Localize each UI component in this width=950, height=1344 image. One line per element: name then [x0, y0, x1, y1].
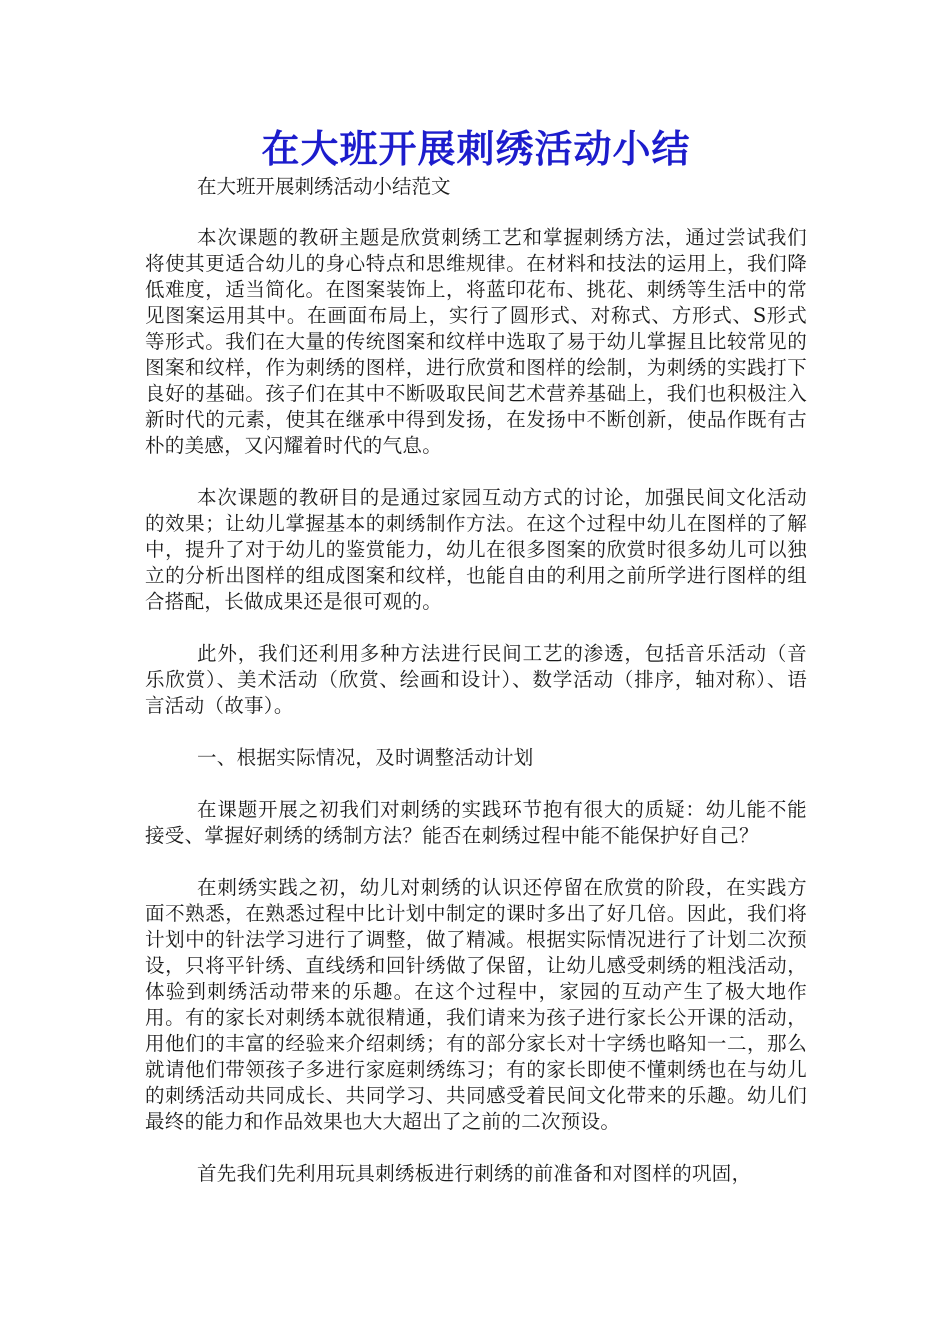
paragraph-2: 本次课题的教研目的是通过家园互动方式的讨论，加强民间文化活动的效果；让幼儿掌握基本的刺绣制作方法。在这个过程中幼儿在图样的了解中，提升了对于幼儿的鉴赏能力，幼儿在很多图案的欣赏时很多幼儿可以独立的分析出图样的组成图案和纹样，也能自由的利用之前所学进行图样的组合搭配，长做成果还是很可观的。 [145, 486, 807, 613]
paragraph-5: 在刺绣实践之初，幼儿对刺绣的认识还停留在欣赏的阶段，在实践方面不熟悉，在熟悉过程中比计划中制定的课时多出了好几倍。因此，我们将计划中的针法学习进行了调整，做了精减。根据实际情况进行了计划二次预设，只将平针绣、直线绣和回针绣做了保留，让幼儿感受刺绣的粗浅活动，体验到刺绣活动带来的乐趣。在这个过程中，家园的互动产生了极大地作用。有的家长对刺绣本就很精通，我们请来为孩子进行家长公开课的活动，用他们的丰富的经验来介绍刺绣；有的部分家长对十字绣也略知一二，那么就请他们带领孩子多进行家庭刺绣练习；有的家长即使不懂刺绣也在与幼儿的刺绣活动共同成长、共同学习、共同感受着民间文化带来的乐趣。幼儿们最终的能力和作品效果也大大超出了之前的二次预设。 [145, 876, 807, 1133]
document-subtitle: 在大班开展刺绣活动小结范文 [197, 175, 451, 198]
paragraph-4: 在课题开展之初我们对刺绣的实践环节抱有很大的质疑：幼儿能不能接受、掌握好刺绣的绣制方法？能否在刺绣过程中能不能保护好自己？ [145, 798, 807, 847]
section-heading-1: 一、根据实际情况，及时调整活动计划 [197, 746, 534, 769]
paragraph-1: 本次课题的教研主题是欣赏刺绣工艺和掌握刺绣方法，通过尝试我们将使其更适合幼儿的身心特点和思维规律。在材料和技法的运用上，我们降低难度，适当简化。在图案装饰上，将蓝印花布、挑花、刺绣等生活中的常见图案运用其中。在画面布局上，实行了圆形式、对称式、方形式、S形式等形式。我们在大量的传统图案和纹样中选取了易于幼儿掌握且比较常见的图案和纹样，作为刺绣的图样，进行欣赏和图样的绘制，为刺绣的实践打下良好的基础。孩子们在其中不断吸取民间艺术营养基础上，我们也积极注入新时代的元素，使其在继承中得到发扬，在发扬中不断创新，使品作既有古朴的美感，又闪耀着时代的气息。 [145, 226, 807, 457]
paragraph-6: 首先我们先利用玩具刺绣板进行刺绣的前准备和对图样的巩固， [197, 1162, 752, 1185]
document-page [145, 124, 807, 1187]
document-title: 在大班开展刺绣活动小结 [261, 127, 691, 171]
paragraph-3: 此外，我们还利用多种方法进行民间工艺的渗透，包括音乐活动（音乐欣赏）、美术活动（欣赏、绘画和设计）、数学活动（排序，轴对称）、语言活动（故事）。 [145, 642, 807, 717]
